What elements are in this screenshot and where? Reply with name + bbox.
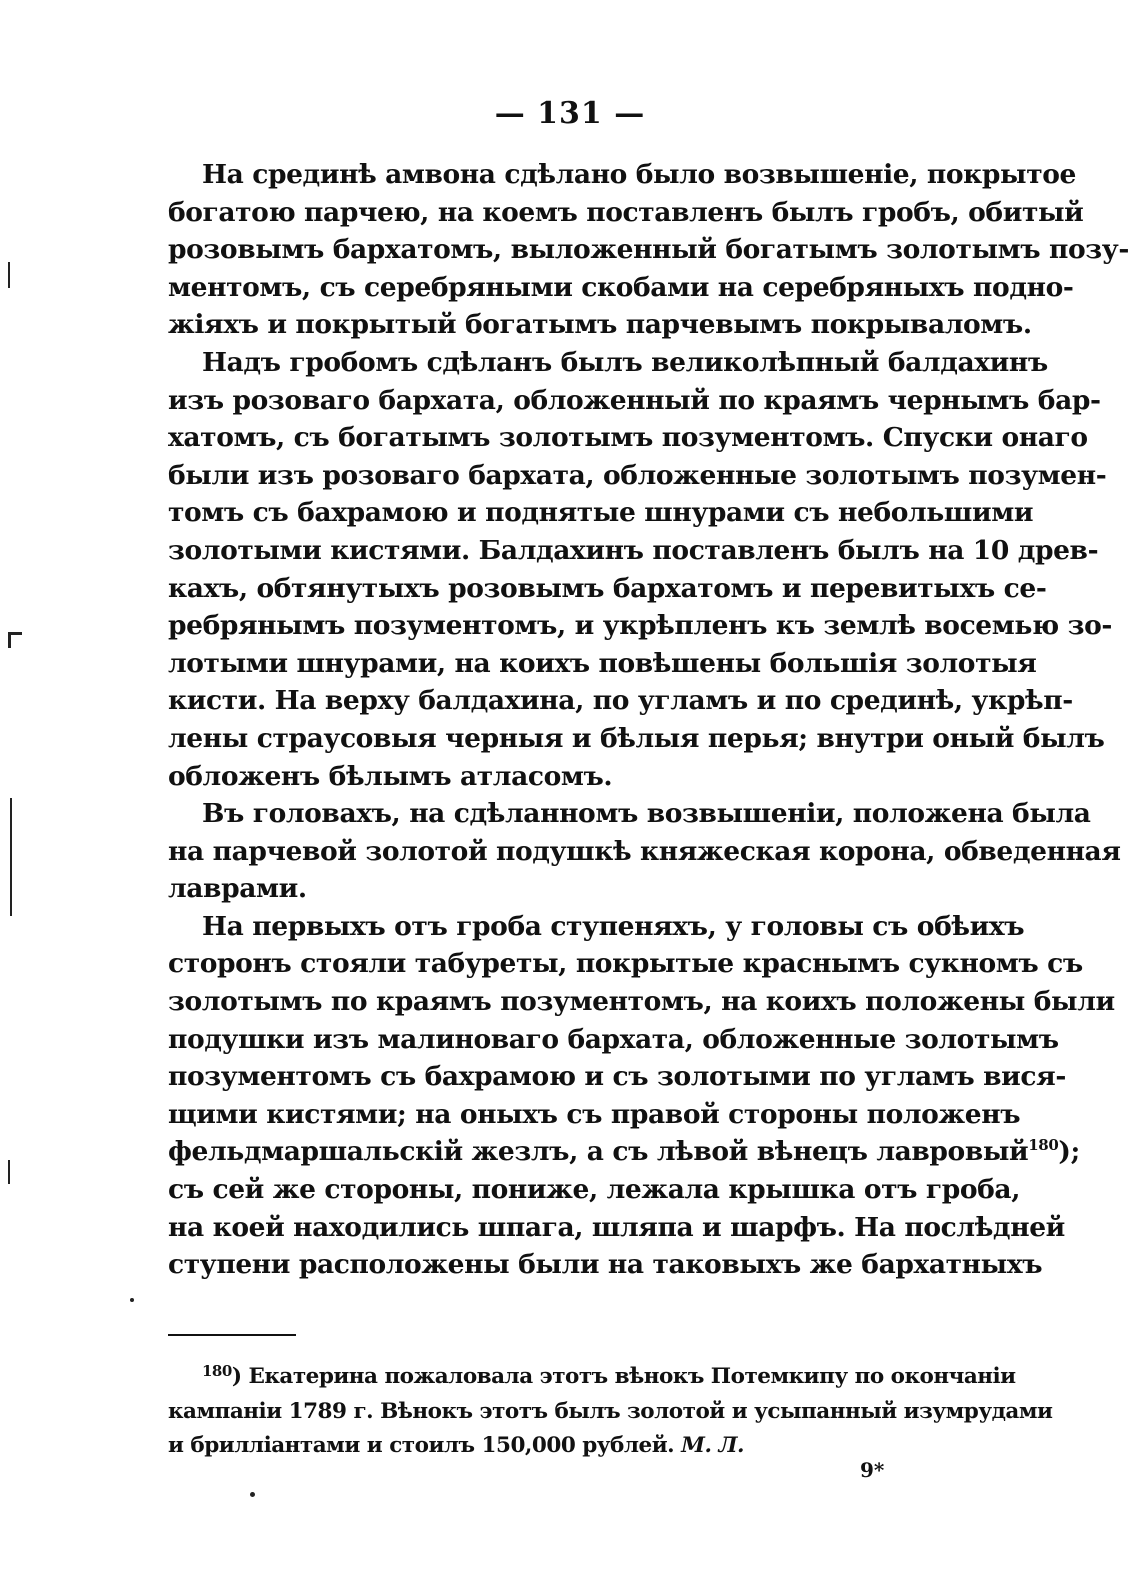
body-line: были изъ розоваго бархата, обложенные золотымъ позумен- xyxy=(168,459,1107,491)
margin-mark-3 xyxy=(8,632,11,648)
body-text xyxy=(168,156,1129,1284)
footnote-line-3: и брилліантами и стоилъ 150,000 рублей. М. Л. xyxy=(168,1433,744,1458)
body-line: сторонъ стояли табуреты, покрытые краснымъ сукномъ съ xyxy=(168,948,1083,980)
page-number: — 131 — xyxy=(494,96,646,131)
body-line: Въ головахъ, на сдѣланномъ возвышеніи, положена была xyxy=(202,798,1091,830)
body-line: позументомъ съ бахрамою и съ золотыми по угламъ вися- xyxy=(168,1061,1066,1093)
body-line: на парчевой золотой подушкѣ княжеская корона, обведенная xyxy=(168,835,1121,867)
body-line: кисти. На верху балдахина, по угламъ и по срединѣ, укрѣп- xyxy=(168,685,1073,717)
body-line: ступени расположены были на таковыхъ же бархатныхъ xyxy=(168,1249,1043,1281)
margin-mark-4 xyxy=(10,798,12,916)
footnote-line-1: $^{180}$) Екатерина пожаловала этотъ вѣнокъ Потемкипу по окончаніи xyxy=(202,1362,1016,1389)
body-line: ментомъ, съ серебряными скобами на серебряныхъ подно- xyxy=(168,271,1074,303)
body-line: На срединѣ амвона сдѣлано было возвышеніе, покрытое xyxy=(202,159,1076,190)
footnote-divider xyxy=(168,1334,296,1336)
margin-mark-1 xyxy=(8,262,10,288)
body-line: обложенъ бѣлымъ атласомъ. xyxy=(168,760,613,792)
body-line: лены страусовыя черныя и бѣлыя перья; внутри оный былъ xyxy=(168,722,1105,754)
body-line: на коей находились шпага, шляпа и шарфъ. На послѣдней xyxy=(168,1211,1065,1243)
body-line: съ сей же стороны, пониже, лежала крышка отъ гроба, xyxy=(168,1174,1021,1206)
body-line: розовымъ бархатомъ, выложенный богатымъ золотымъ позу- xyxy=(168,234,1129,266)
body-line: изъ розоваго бархата, обложенный по краямъ чернымъ бар- xyxy=(168,384,1101,416)
body-line: лотыми шнурами, на коихъ повѣшены большія золотыя xyxy=(168,647,1037,679)
printer-signature-mark: 9* xyxy=(860,1458,885,1482)
body-line: золотымъ по краямъ позументомъ, на коихъ положены были xyxy=(168,986,1115,1018)
body-line: фельдмаршальскій жезлъ, а съ лѣвой вѣнецъ лавровый$^{180}$); xyxy=(168,1136,1080,1168)
body-line: ребрянымъ позументомъ, и укрѣпленъ къ землѣ восемью зо- xyxy=(168,610,1112,642)
body-line: лаврами. xyxy=(168,873,307,905)
margin-mark-5 xyxy=(8,1160,10,1184)
body-line: томъ съ бахрамою и поднятые шнурами съ небольшими xyxy=(168,497,1034,529)
body-line: кахъ, обтянутыхъ розовымъ бархатомъ и перевитыхъ се- xyxy=(168,572,1047,604)
footnote-reference: 180 xyxy=(1028,1136,1059,1155)
footnote-line-2: кампаніи 1789 г. Вѣнокъ этотъ былъ золотой и усыпанный изумрудами xyxy=(168,1398,1053,1424)
margin-dot-1 xyxy=(130,1298,134,1302)
footnote-marker: 180 xyxy=(202,1362,232,1380)
footnote-signature: М. Л. xyxy=(681,1433,744,1458)
body-line: На первыхъ отъ гроба ступеняхъ, у головы съ обѣихъ xyxy=(202,910,1025,942)
body-line: Надъ гробомъ сдѣланъ былъ великолѣпный балдахинъ xyxy=(202,346,1048,378)
body-line: золотыми кистями. Балдахинъ поставленъ былъ на 10 древ- xyxy=(168,534,1099,566)
body-line: подушки изъ малиноваго бархата, обложенные золотымъ xyxy=(168,1023,1059,1055)
body-line: щими кистями; на оныхъ съ правой стороны положенъ xyxy=(168,1098,1021,1130)
body-line: жіяхъ и покрытый богатымъ парчевымъ покрываломъ. xyxy=(168,309,1032,341)
footnote xyxy=(168,1360,1053,1464)
margin-dot-2 xyxy=(250,1492,255,1497)
body-line: хатомъ, съ богатымъ золотымъ позументомъ. Спуски онаго xyxy=(168,422,1088,454)
body-line: богатою парчею, на коемъ поставленъ былъ гробъ, обитый xyxy=(168,196,1084,228)
